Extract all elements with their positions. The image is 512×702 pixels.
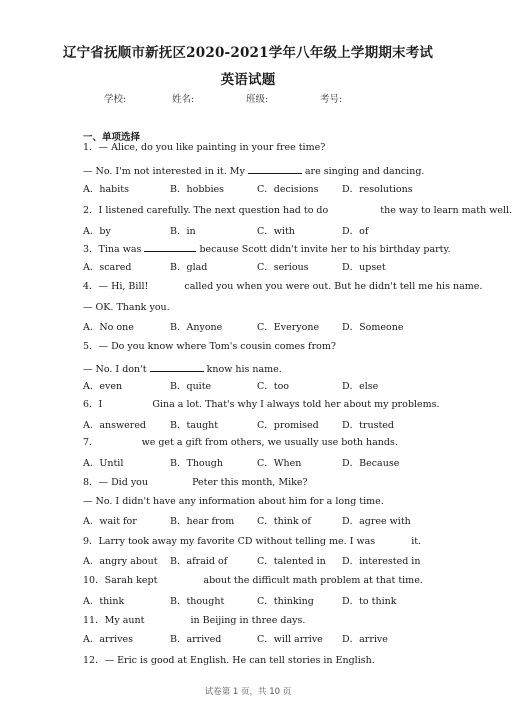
- question-3-stem: 3．Tina was because Scott didn't invite her to his birthday party.: [83, 241, 451, 256]
- option-d[interactable]: D．interested in: [342, 556, 421, 567]
- class-label: 班级:: [246, 94, 269, 105]
- option-b[interactable]: B．hobbies: [170, 184, 225, 195]
- name-label: 姓名:: [172, 94, 195, 105]
- exam-title: 辽宁省抚顺市新抚区2020-2021学年八年级上学期期末考试: [62, 45, 434, 61]
- option-a[interactable]: A．think: [83, 596, 125, 607]
- exam-subtitle: 英语试题: [220, 72, 276, 88]
- option-b[interactable]: B．arrived: [170, 634, 222, 645]
- option-a[interactable]: A．by: [83, 226, 111, 237]
- answer-blank: [144, 241, 196, 252]
- question-8-stem: 8．— Did you Peter this month, Mike?: [83, 477, 308, 488]
- question-4-stem: 4．— Hi, Bill! called you when you were out. But he didn't tell me his name.: [83, 281, 483, 292]
- question-12-stem: 12．— Eric is good at English. He can tell stories in English.: [83, 655, 375, 666]
- question-2-stem: 2．I listened carefully. The next question had to do the way to learn math well.: [83, 205, 512, 216]
- section-title: 一、单项选择: [83, 132, 141, 143]
- option-d[interactable]: D．Because: [342, 458, 400, 469]
- option-a[interactable]: A．answered: [83, 420, 147, 431]
- option-b[interactable]: B．Though: [170, 458, 223, 469]
- option-b[interactable]: B．in: [170, 226, 196, 237]
- option-d[interactable]: D．trusted: [342, 420, 394, 431]
- option-b[interactable]: B．hear from: [170, 516, 235, 527]
- question-8-stem-line2: — No. I didn't have any information about him for a long time.: [83, 496, 384, 507]
- option-d[interactable]: D．of: [342, 226, 369, 237]
- option-c[interactable]: C．too: [257, 381, 290, 392]
- option-a[interactable]: A．scared: [83, 262, 132, 273]
- option-a[interactable]: A．Until: [83, 458, 124, 469]
- option-d[interactable]: D．agree with: [342, 516, 411, 527]
- option-b[interactable]: B．thought: [170, 596, 225, 607]
- option-c[interactable]: C．promised: [257, 420, 319, 431]
- option-c[interactable]: C．serious: [257, 262, 309, 273]
- option-d[interactable]: D．to think: [342, 596, 397, 607]
- number-label: 考号:: [320, 94, 343, 105]
- question-10-stem: 10．Sarah kept about the difficult math problem at that time.: [83, 575, 423, 586]
- question-6-stem: 6．I Gina a lot. That's why I always told her about my problems.: [83, 399, 440, 410]
- option-d[interactable]: D．else: [342, 381, 379, 392]
- option-c[interactable]: C．Everyone: [257, 322, 320, 333]
- question-5-stem-line2: — No. I don't know his name.: [83, 361, 282, 376]
- option-c[interactable]: C．talented in: [257, 556, 326, 567]
- option-a[interactable]: A．No one: [83, 322, 134, 333]
- school-label: 学校:: [104, 94, 127, 105]
- question-7-stem: 7． we get a gift from others, we usually use both hands.: [83, 437, 398, 448]
- option-a[interactable]: A．even: [83, 381, 123, 392]
- option-b[interactable]: B．Anyone: [170, 322, 223, 333]
- option-d[interactable]: D．resolutions: [342, 184, 413, 195]
- question-11-stem: 11．My aunt in Beijing in three days.: [83, 615, 306, 626]
- option-d[interactable]: D．Someone: [342, 322, 404, 333]
- option-c[interactable]: C．When: [257, 458, 302, 469]
- option-b[interactable]: B．taught: [170, 420, 219, 431]
- option-b[interactable]: B．afraid of: [170, 556, 228, 567]
- option-c[interactable]: C．thinking: [257, 596, 314, 607]
- question-1-stem-line2: — No. I'm not interested in it. My are singing and dancing.: [83, 163, 424, 178]
- option-a[interactable]: A．habits: [83, 184, 129, 195]
- answer-blank: [150, 361, 204, 372]
- question-1-stem: 1．— Alice, do you like painting in your free time?: [83, 142, 326, 153]
- option-d[interactable]: D．upset: [342, 262, 386, 273]
- option-b[interactable]: B．quite: [170, 381, 212, 392]
- option-d[interactable]: D．arrive: [342, 634, 388, 645]
- option-c[interactable]: C．will arrive: [257, 634, 323, 645]
- option-c[interactable]: C．with: [257, 226, 295, 237]
- option-a[interactable]: A．arrives: [83, 634, 134, 645]
- question-5-stem: 5．— Do you know where Tom's cousin comes from?: [83, 341, 336, 352]
- option-b[interactable]: B．glad: [170, 262, 208, 273]
- question-4-stem-line2: — OK. Thank you.: [83, 302, 170, 313]
- answer-blank: [248, 163, 302, 174]
- option-c[interactable]: C．decisions: [257, 184, 319, 195]
- question-9-stem: 9．Larry took away my favorite CD without telling me. I was it.: [83, 536, 422, 547]
- option-a[interactable]: A．wait for: [83, 516, 137, 527]
- option-a[interactable]: A．angry about: [83, 556, 158, 567]
- page-footer: 试卷第 1 页，共 10 页: [204, 687, 292, 697]
- option-c[interactable]: C．think of: [257, 516, 311, 527]
